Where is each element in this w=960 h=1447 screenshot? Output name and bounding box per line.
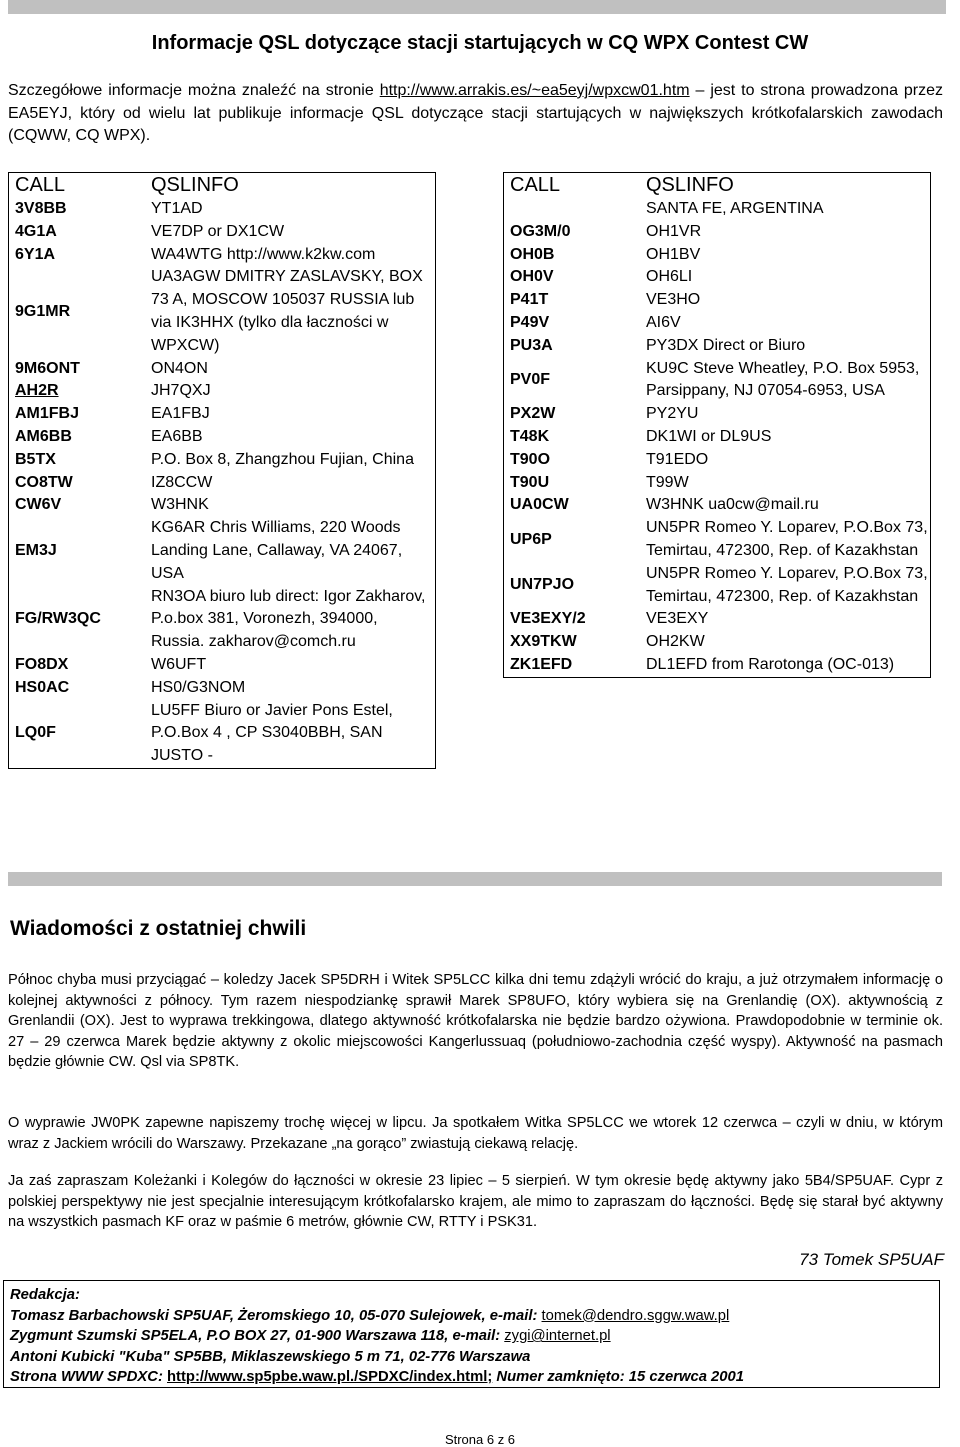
qsl-info: VE3EXY [646,610,709,628]
table-row [9,198,436,221]
table-row [9,494,436,517]
call-sign: P41T [510,291,549,309]
table-row [504,631,931,654]
call-sign: CW6V [15,496,62,514]
table-row [9,403,436,426]
call-sign: T90O [510,450,551,468]
page-footer: Strona 6 z 6 [444,1432,516,1447]
table-row [504,266,931,289]
qsl-info: P.O. Box 8, Zhangzhou Fujian, China [151,450,414,468]
header-call: CALL [510,174,561,196]
qsl-info: KG6AR Chris Williams, 220 Woods Landing Lane, Callaway, VA 24067, USA [151,519,403,582]
call-sign: EM3J [15,541,57,559]
table-row [9,244,436,267]
call-sign: OH0B [510,245,555,263]
table-row [9,266,436,357]
table-row [504,472,931,495]
qsl-info: EA6BB [151,427,203,445]
closing-note: Numer zamknięto: 15 czerwca 2001 [492,1369,744,1386]
editor-1-email-link[interactable]: tomek@dendro.sggw.waw.pl [541,1307,730,1324]
call-sign: 4G1A [15,222,57,240]
table-row [504,426,931,449]
editor-2-text: Zygmunt Szumski SP5ELA, P.O BOX 27, 01-900 Warszawa 118, e-mail: [10,1328,505,1345]
qsl-info: YT1AD [151,200,203,217]
qsl-info: UN5PR Romeo Y. Loparev, P.O.Box 73, Temirtau, 472300, Rep. of Kazakhstan [646,564,928,605]
news-paragraph-2: O wyprawie JW0PK zapewne napiszemy trochę więcej w lipcu. Ja spotkałem Witka SP5LCC we wtorek 12 czerwca – czyli w dniu, w którym wraz z Jackiem wrócili do Warszawy. Przekazane „na gorąco” zwiastują ciekawą relację. [8,1115,943,1152]
qsl-table-left [8,172,436,769]
table-row [504,563,931,609]
news-paragraph-1: Północ chyba musi przyciągać – koledzy Jacek SP5DRH i Witek SP5LCC kilka dni temu zdążyli wrócić do kraju, a już otrzymałem informację o kolejnej aktywności z północy. Tym razem niespodziankę sprawił Marek SP8UFO, który wybiera się na Grenlandię (OX). aktywnością z Grenlandii (OX). Jest to wyprawa trekkingowa, dlatego aktywność krótkofalarska nie będzie bardzo ożywiona. Prawdopodobnie w terminie ok. 27 – 29 czerwca Marek będzie aktywny z okolic miejscowości Kangerlussuaq (południowo-zachodnia część wyspy). Aktywność na pasmach będzie głównie CW. Qsl via SP8TK. [8,972,943,1071]
table-row [504,244,931,267]
table-row [504,289,931,312]
call-sign: 3V8BB [15,200,67,217]
qsl-info: PY2YU [646,405,699,423]
qsl-info: W3HNK ua0cw@mail.ru [646,496,819,514]
call-sign: UN7PJO [510,576,575,594]
qsl-info: OH6LI [646,268,693,286]
header-qslinfo: QSLINFO [151,174,239,196]
table-row [9,677,436,700]
call-sign: OG3M/0 [510,222,571,240]
call-sign: HS0AC [15,678,70,696]
arrakis-link[interactable]: http://www.arrakis.es/~ea5eyj/wpxcw01.htm [379,82,690,99]
table-row [504,494,931,517]
news-heading: Wiadomości z ostatniej chwili [10,917,307,940]
qsl-info: SANTA FE, ARGENTINA [646,200,824,217]
editorial-label: Redakcja: [10,1287,80,1303]
qsl-info: HS0/G3NOM [151,678,246,696]
editor-line-4 [10,1367,933,1388]
page-title: Informacje QSL dotyczące stacji startujących w CQ WPX Contest CW [151,32,809,54]
table-row [9,426,436,449]
editor-line-3: Antoni Kubicki "Kuba" SP5BB, Miklaszewskiego 5 m 71, 02-776 Warszawa [10,1348,531,1365]
qsl-info: VE3HO [646,291,701,309]
call-sign: FG/RW3QC [15,610,101,628]
header-qslinfo: QSLINFO [646,174,734,196]
qsl-info: AI6V [646,313,681,331]
table-row [504,198,931,221]
editor-2-email-link[interactable]: zygi@internet.pl [504,1328,611,1345]
call-sign: 9M6ONT [15,359,80,377]
call-sign: PX2W [510,405,556,423]
qsl-info: UA3AGW DMITRY ZASLAVSKY, BOX 73 A, MOSCOW 105037 RUSSIA lub via IK3HHX (tylko dla łaczności w WPXCW) [151,268,423,354]
website-label: Strona WWW SPDXC: [10,1369,168,1386]
call-sign: ZK1EFD [510,655,573,673]
table-row [504,221,931,244]
table-row [504,449,931,472]
header-call: CALL [15,174,66,196]
call-sign: AM1FBJ [15,405,80,423]
table-row [504,608,931,631]
table-row [9,472,436,495]
table-row [504,312,931,335]
table-row [9,654,436,677]
call-sign: T90U [510,473,550,491]
call-sign: PU3A [510,336,553,354]
call-sign [504,198,641,221]
call-sign: FO8DX [15,655,69,673]
call-sign: UA0CW [510,496,569,514]
call-sign: VE3EXY/2 [510,610,586,628]
signature: 73 Tomek SP5UAF [799,1250,944,1269]
table-row [9,358,436,381]
table-row [9,586,436,654]
intro-paragraph [8,80,943,148]
table-row [504,358,931,404]
call-sign: CO8TW [15,473,73,491]
table-row [9,449,436,472]
editorial-box [3,1280,940,1388]
qsl-info: W3HNK [151,496,209,514]
call-sign: PV0F [510,370,551,388]
call-sign: UP6P [510,530,552,548]
call-sign: OH0V [510,268,554,286]
call-sign: LQ0F [15,724,56,742]
qsl-info: DL1EFD from Rarotonga (OC-013) [646,655,895,673]
qsl-info: OH1BV [646,245,701,263]
table-header-row [504,173,931,199]
table-row [9,380,436,403]
qsl-info: LU5FF Biuro or Javier Pons Estel, P.O.Box 4 , CP S3040BBH, SAN JUSTO - [151,701,393,765]
news-paragraph-3: Ja zaś zapraszam Koleżanki i Kolegów do łączności w okresie 23 lipiec – 5 sierpień. W tym okresie będę aktywny jako 5B4/SP5UAF. Cypr z polskiej perspektywy nie jest specjalnie interesującym krótkofalarsko krajem, ale mimo to zapraszam do łączności. Będę się starał być aktywny na wszystkich pasmach KF oraz w paśmie 6 metrów, głównie CW, RTTY i PSK31. [8,1173,943,1231]
qsl-info: WA4WTG http://www.k2kw.com [151,245,376,263]
table-header-row [9,173,436,199]
call-sign: AH2R [15,382,59,400]
qsl-info: DK1WI or DL9US [646,427,772,445]
editor-line-1 [10,1306,933,1327]
qsl-info: PY3DX Direct or Biuro [646,336,806,354]
editor-1-text: Tomasz Barbachowski SP5UAF, Żeromskiego 10, 05-070 Sulejowek, e-mail: [10,1307,542,1324]
qsl-info: ON4ON [151,359,208,377]
intro-after: – jest to strona prowadzona przez EA5EYJ, który od wielu lat publikuje informacje QSL dotyczące stacji startujących w największych krótkofalarskich zawodach (CQWW, CQ WPX). [8,82,944,144]
qsl-info: UN5PR Romeo Y. Loparev, P.O.Box 73, Temirtau, 472300, Rep. of Kazakhstan [646,519,928,559]
table-row [9,517,436,585]
qsl-info: EA1FBJ [151,405,210,423]
qsl-info: JH7QXJ [151,382,211,400]
qsl-table-right [503,172,931,678]
call-sign: XX9TKW [510,633,577,651]
top-separator-bar [8,0,946,14]
qsl-info: W6UFT [151,655,207,673]
table-row [504,403,931,426]
section-separator-bar [8,872,942,886]
qsl-info: KU9C Steve Wheatley, P.O. Box 5953, Parsippany, NJ 07054-6953, USA [646,359,920,400]
intro-before: Szczegółowe informacje można znaleźć na stronie [8,82,380,99]
table-row [9,700,436,769]
qsl-info: OH2KW [646,633,705,651]
qsl-info: T91EDO [646,450,709,468]
call-sign: T48K [510,427,550,445]
table-row [504,335,931,358]
table-row [504,517,931,563]
qsl-info: OH1VR [646,222,702,240]
call-sign: 6Y1A [15,245,56,263]
table-row [504,654,931,677]
editor-line-2 [10,1326,933,1347]
qsl-info: T99W [646,473,689,491]
website-link[interactable]: http://www.sp5pbe.waw.pl./SPDXC/index.html; [167,1369,493,1386]
qsl-info: IZ8CCW [151,473,213,491]
call-sign: AM6BB [15,427,72,445]
call-sign: B5TX [15,450,56,468]
qsl-info: VE7DP or DX1CW [151,222,285,240]
qsl-info: RN3OA biuro lub direct: Igor Zakharov, P.o.box 381, Voronezh, 394000, Russia. zakharov@comch.ru [151,587,426,651]
call-sign: P49V [510,313,550,331]
call-sign: 9G1MR [15,302,71,320]
table-row [9,221,436,244]
